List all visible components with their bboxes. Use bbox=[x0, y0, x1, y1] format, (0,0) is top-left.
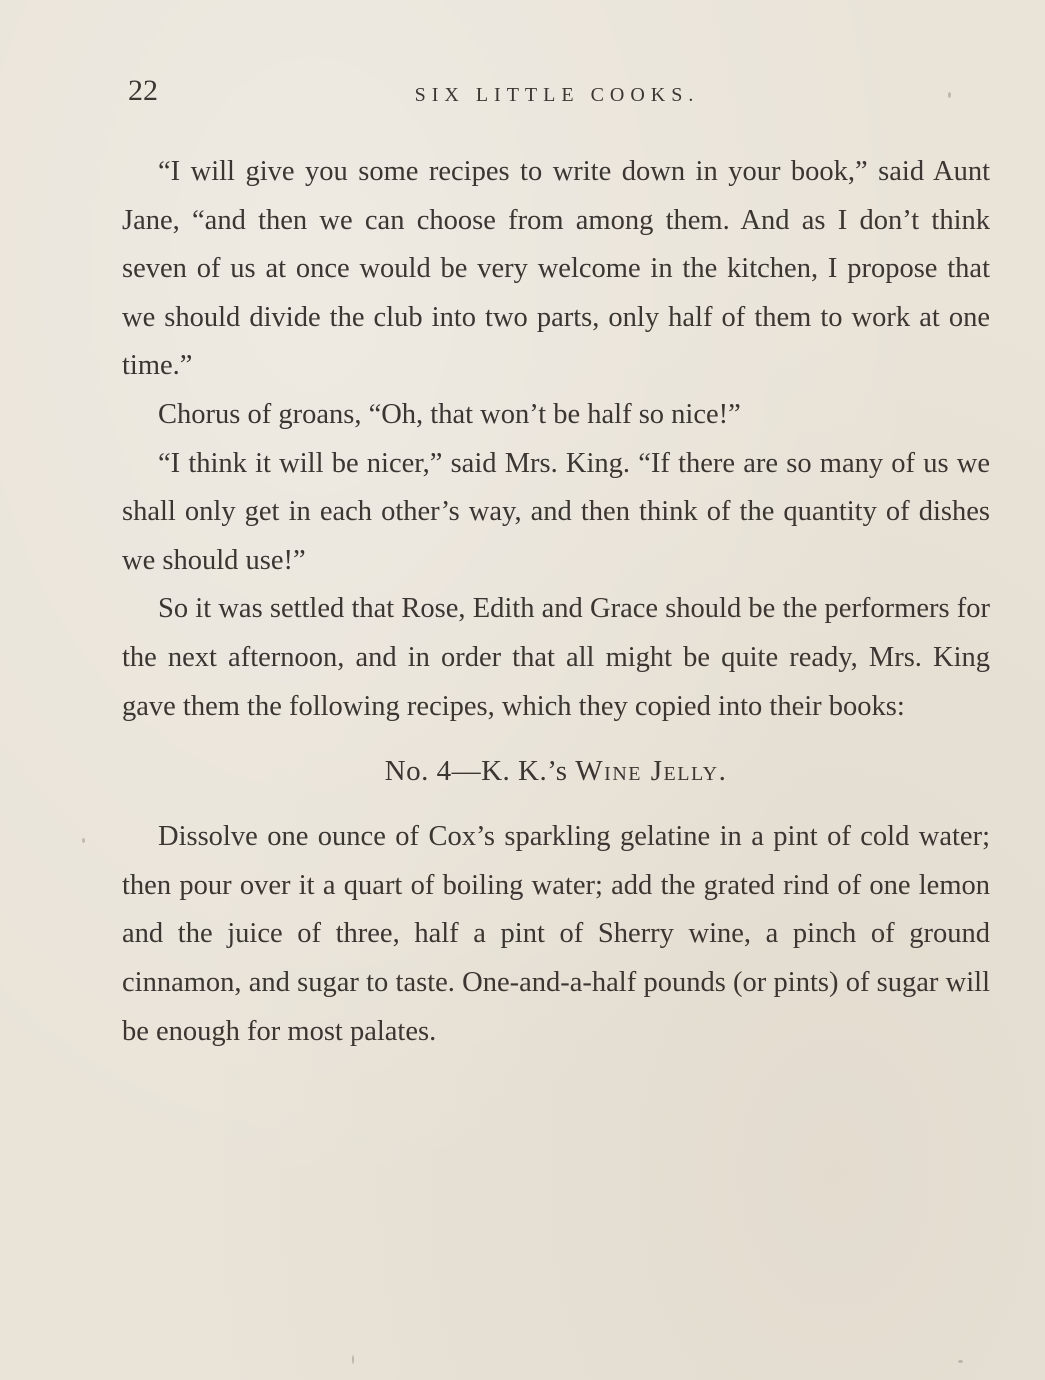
paper-speck bbox=[880, 930, 882, 935]
paragraph-settled: So it was settled that Rose, Edith and Grace should be the performers for the next afternoon, and in order that all might be quite ready, Mrs. King gave them the following recipes, which they copied into their books: bbox=[122, 593, 990, 722]
body-text bbox=[122, 148, 990, 1056]
recipe-text: Dissolve one ounce of Cox’s sparkling gelatine in a pint of cold water; then pour over it a quart of boiling water; add the grated rind of one lemon and the juice of three, half a pint of Sherry wine, a pinch of ground cinnamon, and sugar to taste. One-and-a-half pounds (or pints) of sugar will be enough for most palates. bbox=[122, 821, 990, 1047]
paragraph-mrs-king: “I think it will be nicer,” said Mrs. King. “If there are so many of us we shall only get in each other’s way, and then think of the quantity of dishes we should use!” bbox=[122, 447, 990, 576]
running-title: SIX LITTLE COOKS. bbox=[414, 84, 700, 106]
paragraph-recipes-intro: “I will give you some recipes to write down in your book,” said Aunt Jane, “and then we can choose from among them. And as I don’t think seven of us at once would be very welcome in the kitchen, I propose that we should divide the club into two parts, only half of them to work at one time.” bbox=[122, 156, 990, 382]
paper-speck bbox=[82, 838, 85, 843]
paragraph-chorus: Chorus of groans, “Oh, that won’t be half so nice!” bbox=[158, 398, 741, 430]
page-number: 22 bbox=[128, 74, 158, 107]
running-head bbox=[122, 70, 992, 110]
recipe-number: No. 4—K. K.’s bbox=[384, 755, 568, 788]
paper-speck bbox=[352, 1355, 354, 1364]
paper-speck bbox=[948, 92, 951, 98]
recipe-heading bbox=[122, 747, 990, 795]
recipe-title: Wine Jelly. bbox=[575, 755, 728, 788]
paper-speck bbox=[958, 1360, 963, 1363]
